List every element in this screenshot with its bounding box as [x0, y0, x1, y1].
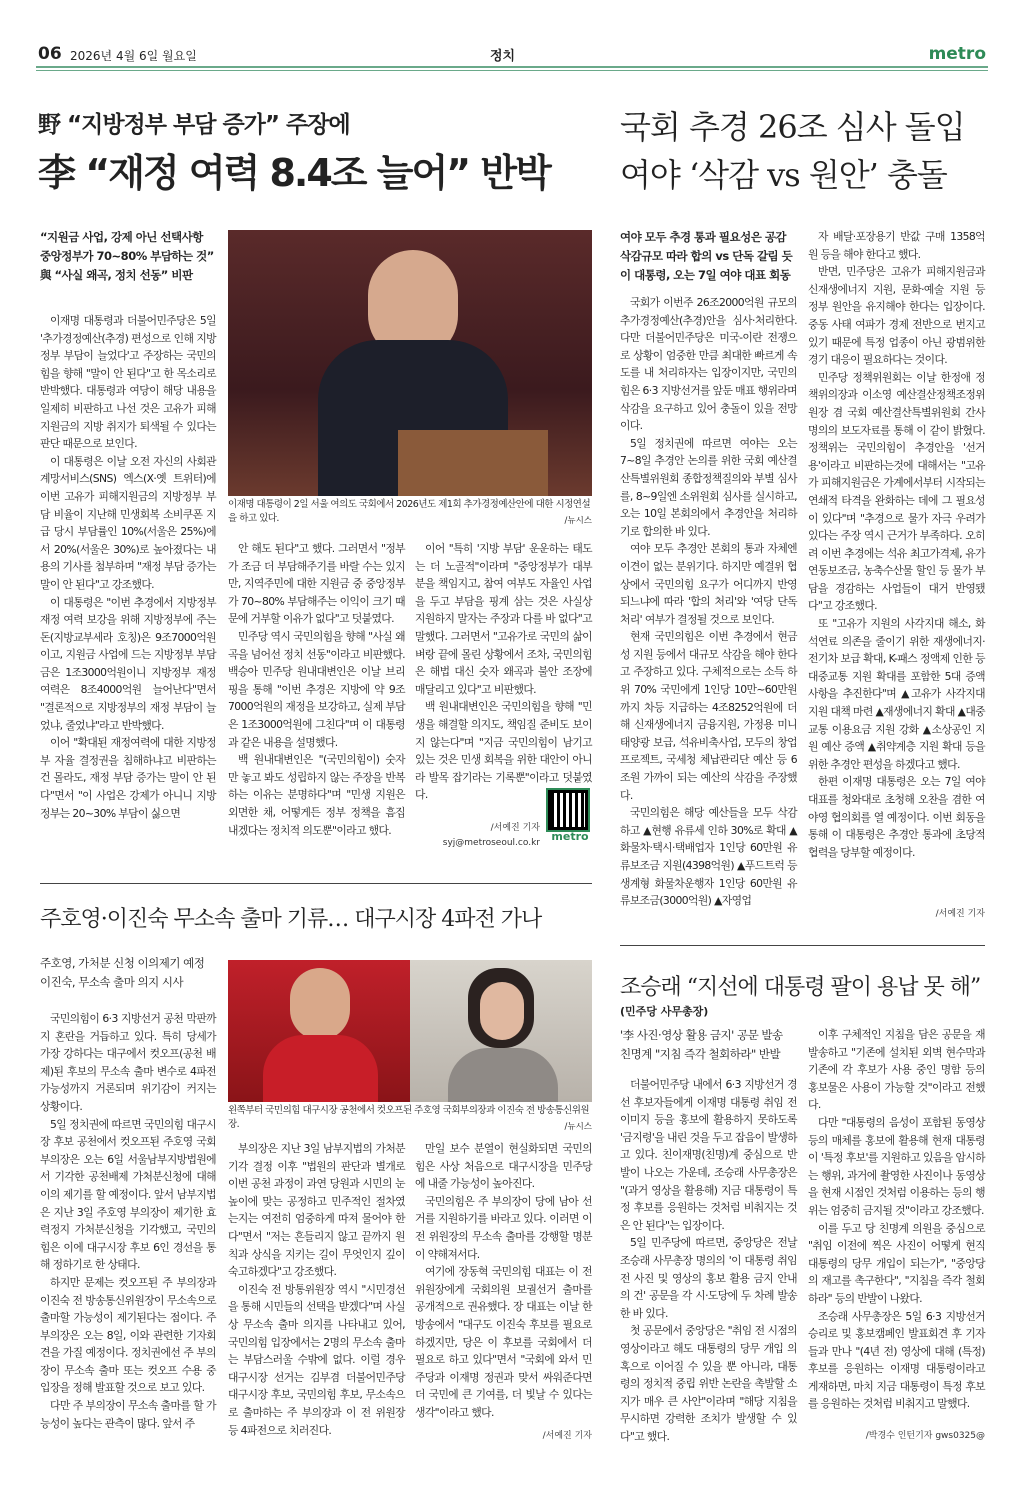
a2-col1 — [620, 294, 797, 910]
divider — [620, 945, 985, 946]
a2-headline-line2: 여야 ‘삭감 vs 원안’ 충돌 — [620, 156, 947, 194]
paragraph: 이 대통령은 "이번 추경에서 지방정부 재정 여력 보강을 위해 지방정부에 주는 돈(지방교부세라 호칭)은 9조7000억원이고, 지원금 사업에 드는 지방정부 부담금은 1조3000억원이니 지방정부 재정여력은 8조4000억원 늘어난다"면서 "결론적으로 지방정부의 재정 부담이 늘었냐, 줄었냐"라고 반박했다. — [40, 595, 216, 732]
a2-col2 — [808, 228, 985, 861]
paragraph: 이어 "확대된 재정여력에 대한 지방정부 자율 결정권을 침해하냐고 비판하는 건 몰라도, 재정 부담 증가는 말이 안 된다"면서 "이 사업은 강제가 아니니 지방정부는 20~30% 부담이 싫으면 — [40, 736, 216, 820]
paragraph: 만일 보수 분열이 현실화되면 국민의힘은 사상 처음으로 대구시장을 민주당에 내줄 가능성이 높아진다. — [415, 1142, 592, 1191]
a1-byline: /서예진 기자 — [490, 823, 540, 833]
paragraph: 부의장은 지난 3일 남부지법의 가처분기각 결정 이후 "법원의 판단과 별개로 이번 공천 과정이 과연 당원과 시민의 눈높이에 맞는 공정하고 민주적인 절차였는지는 여전히 엄중하게 따져 물어야 한다"면서 "저는 흔들리지 않고 끝까지 원칙과 상식을 지키는 길이 무엇인지 깊이 숙고하겠다"고 강조했다. — [228, 1142, 405, 1279]
paragraph: 이후 구체적인 지침을 담은 공문을 재발송하고 "기존에 설치된 외벽 현수막과 기존에 각 후보가 사용 중인 명함 등의 홍보물은 사용이 가능할 것"이라고 전했다. — [808, 1028, 985, 1112]
divider — [40, 883, 592, 884]
deck-line: 여야 모두 추경 통과 필요성은 공감 — [620, 230, 787, 244]
a1-photo-credit: /뉴시스 — [564, 516, 592, 526]
a4-byline: /박경수 인턴기자 gws0325@ — [865, 1431, 985, 1441]
a3-photo — [228, 960, 592, 1102]
face-shape — [480, 982, 524, 1040]
paragraph: 여야 모두 추경안 본회의 통과 자체엔 이견이 없는 분위기다. 하지만 예결위 협상에서 국민의힘 요구가 어디까지 반영되느냐에 따라 '합의 처리'와 '여당 단독 처리' 여부가 결정될 것으로 보인다. — [620, 542, 797, 626]
a3-headline: 주호영·이진숙 무소속 출마 기류… 대구시장 4파전 가나 — [40, 907, 542, 932]
paragraph: 민주당 정책위원회는 이날 한정애 정책위의장과 이소영 예산결산정책조정위원장 겸 국회 예산결산특별위원회 간사 명의의 보도자료를 통해 이 같이 밝혔다. 정책위는 국민의힘이 추경안을 '선거용'이라고 비판하는것에 대해서는 "고유가 피해지원금은 가계에서부터 시작되는 연쇄적 타격을 완화하는 데에 그 필요성이 있다"며 "추경으로 물가 자극 우려가 있다는 주장 역시 근거가 부족하다. 오히려 이번 추경에는 석유 최고가격제, 유가연동보조금, 농축수산물 할인 등 물가 부담을 경감하는 사업들이 대거 반영됐다"고 강조했다. — [808, 370, 985, 613]
a3-caption: 왼쪽부터 국민의힘 대구시장 공천에서 컷오프된 주호영 국회부의장과 이진숙 전 방송통신위원장. — [228, 1105, 590, 1130]
deck-line: 與 “사실 왜곡, 정치 선동” 비판 — [40, 268, 193, 282]
jacket-shape — [263, 1035, 378, 1102]
deck-line: '李 사진·영상 활용 금지' 공문 발송 — [620, 1028, 783, 1042]
paragraph: 5일 민주당에 따르면, 중앙당은 전날 조승래 사무총장 명의의 '이 대통령 취임 전 사진 및 영상의 홍보 활용 금지 안내의 건' 공문을 각 시·도당에 두 차례 발송한 바 있다. — [620, 1236, 797, 1320]
a3-decks — [40, 954, 216, 992]
paragraph: 민주당 역시 국민의힘을 향해 "사실 왜곡을 넘어선 정치 선동"이라고 비판했다. 백승아 민주당 원내대변인은 이날 브리핑을 통해 "이번 추경은 지방에 약 9조7000억원의 재정을 보강하고, 실제 부담은 1조3000억원에 그친다"며 이 대통령과 같은 내용을 설명했다. — [228, 629, 405, 749]
deck-line: 친명계 "지침 즉각 철회하라" 반발 — [620, 1047, 781, 1061]
a4-col2 — [808, 1026, 985, 1413]
paragraph: 더불어민주당 내에서 6·3 지방선거 경선 후보자들에게 이재명 대통령 취임 전 이미지 등을 홍보에 활용하지 못하도록 '금지령'을 내린 것을 두고 잡음이 발생하고 있다. 친이재명(친명)계 중심으로 반발이 나오는 가운데, 조승래 사무총장은 "(과거 영상을 활용해) 지금 대통령이 특정 후보를 응원하는 것처럼 비춰지는 것은 안 된다"는 입장이다. — [620, 1078, 797, 1232]
paragraph: 첫 공문에서 중앙당은 "취임 전 시점의 영상이라고 해도 대통령의 당무 개입 의혹으로 이어질 수 있을 뿐 아니라, 대통령의 정치적 중립 위반 논란을 촉발할 소지가 매우 큰 사안"이라며 "해당 지침을 무시하면 강력한 조치가 발생할 수 있다"고 했다. — [620, 1324, 797, 1443]
paragraph: 조승래 사무총장은 5일 6·3 지방선거 승리로 및 홍보캠페인 발표회견 후 기자들과 만나 "(4년 전) 영상에 대해 (특정) 후보를 응원하는 이재명 대통령이라고 게재하면, 마치 지금 대통령이 특정 후보를 응원하는 것처럼 비춰지고 말했다. — [808, 1309, 985, 1411]
a4-col1 — [620, 1076, 797, 1445]
paragraph: 국회가 이번주 26조2000억원 규모의 추가경정예산(추경)안을 심사·처리한다. 다만 더불어민주당은 미국-이란 전쟁으로 상황이 엄중한 만큼 최대한 빠르게 속도를 내 처리하자는 입장이지만, 국민의힘은 6·3 지방선거를 앞둔 매표 행위라며 삭감을 요구하고 있어 충돌이 있을 전망이다. — [620, 296, 797, 433]
paragraph: 다만 "대통령의 음성이 포함된 동영상 등의 매체를 홍보에 활용해 현재 대통령이 '특정 후보'를 지원하고 있음을 암시하는 행위, 과거에 촬영한 사진이나 동영상을 현재 시점인 것처럼 이용하는 등의 행위는 엄중히 금지될 것"이라고 강조했다. — [808, 1115, 985, 1217]
paragraph: 자 배달·포장용기 반값 구매 1358억원 등을 해야 한다고 했다. — [808, 230, 985, 261]
paragraph: 이재명 대통령과 더불어민주당은 5일 '추가경정예산(추경) 편성으로 인해 지방 정부 부담이 늘었다'고 주장하는 국민의힘을 향해 "말이 안 된다"고 한 목소리로 반박했다. 대통령과 여당이 해당 내용을 일제히 비판하고 나선 것은 고유가 피해지원금의 지방 취지가 퇴색될 수 있다는 판단 때문으로 보인다. — [40, 314, 216, 451]
a2-byline: /서예진 기자 — [935, 909, 985, 919]
a3-byline: /서예진 기자 — [542, 1431, 592, 1441]
paragraph: 이어 "특히 '지방 부담' 운운하는 태도는 더 노골적"이라며 "중앙정부가 대부분을 책임지고, 참여 여부도 자율인 사업을 두고 부담을 핑계 삼는 것은 사실상 지원하지 말자는 주장과 다를 바 없다"고 말했다. 그러면서 "고유가로 국민의 삶이 벼랑 끝에 몰린 상황에서 조차, 국민의힘은 해법 대신 숫자 왜곡과 불안 조장에 매달리고 있다"고 비판했다. — [415, 542, 592, 696]
header-rule — [36, 66, 988, 68]
deck-line: 이 대통령, 오는 7일 여야 대표 회동 — [620, 268, 791, 282]
a1-photo — [228, 230, 592, 496]
a1-decks — [40, 228, 216, 285]
deck-line: 삭감규모 따라 합의 vs 단독 갈림 듯 — [620, 249, 793, 263]
paragraph: 여기에 장동혁 국민의힘 대표는 이 전 위원장에게 국회의원 보궐선거 출마를 공개적으로 권유했다. 장 대표는 이날 한 방송에서 "대구도 이진숙 후보를 필요로 하겠지만, 당은 이 후보를 국회에서 더 필요로 하고 있다"면서 "국회에 와서 민주당과 이재명 정권과 맞서 싸워준다면 더 국민에 큰 기여를, 더 빛날 수 있다는 생각"이라고 했다. — [415, 1265, 592, 1419]
section-title: 정치 — [490, 49, 516, 64]
paragraph: 국민의힘은 해당 예산들을 모두 삭감하고 ▲현행 유류세 인하 30%로 확대 ▲화물차·택시·택배업자 1인당 60만원 유류보조금 지원(4398억원) ▲푸드트럭 등 생계형 화물차운행자 1인당 60만원 유류보조금(3000억원) ▲자영업 — [620, 806, 797, 908]
a3-col1 — [40, 1010, 216, 1432]
a4-subtitle: (민주당 사무총장) — [620, 1005, 709, 1018]
issue-date: 2026년 4월 6일 월요일 — [70, 49, 197, 63]
deck-line: “지원금 사업, 강제 아닌 선택사항 — [40, 230, 203, 244]
deck-line: 주호영, 가처분 신청 이의제기 예정 — [40, 956, 205, 970]
a1-email: syj@metroseoul.co.kr — [442, 838, 540, 848]
paragraph: 5일 정치권에 따르면 국민의힘 대구시장 후보 공천에서 컷오프된 주호영 국회부의장은 오는 6일 서울남부지방법원에서 기각한 공천배제 가처분신청에 대해 이의 제기를 할 예정이다. 앞서 남부지법은 지난 3일 주호영 부의장이 제기한 효력정지 가처분신청을 기각했고, 국민의힘은 이에 대구시장 후보 6인 경선을 통해 정하기로 한 상태다. — [40, 1117, 216, 1272]
paragraph: 또 "고유가 지원의 사각지대 해소, 화석연료 의존을 줄이기 위한 재생에너지·전기차 보급 확대, K-패스 정액제 인한 등 대중교통 지원 확대를 포함한 5대 증액사항을 추진한다"며 ▲고유가 사각지대 지원 대책 마련 ▲재생에너지 확대 ▲대중교통 이용요금 지원 강화 ▲소상공인 지원 예산 증액 ▲취약계층 지원 확대 등을 위한 추경안 편성을 하겠다고 했다. — [808, 617, 986, 771]
paragraph: 이를 두고 당 친명계 의원을 중심으로 "취임 이전에 찍은 사진이 어떻게 현직 대통령의 당무 개입이 되는가", "중앙당의 재고를 촉구한다", "지침을 즉각 철회하라" 등의 반발이 나왔다. — [808, 1221, 985, 1305]
face-shape — [290, 968, 350, 1040]
paragraph: 다만 주 부의장이 무소속 출마를 할 가능성이 높다는 관측이 많다. 앞서 주 — [40, 1399, 216, 1430]
a1-caption: 이재명 대통령이 2일 서울 여의도 국회에서 2026년도 제1회 추가경정예산안에 대한 시정연설을 하고 있다. — [228, 499, 591, 524]
paragraph: 반면, 민주당은 고유가 피해지원금과 신재생에너지 지원, 문화·예술 지원 등 정부 원안을 유지해야 한다는 입장이다. 중동 사태 여파가 경제 전반으로 번지고 있기 때문에 특정 업종이 아닌 광범위한 경기 대응이 필요하다는 것이다. — [808, 265, 985, 367]
paragraph: 국민의힘은 주 부의장이 당에 남아 선거를 지원하기를 바라고 있다. 이러면 이 전 위원장의 무소속 출마를 강행할 명분이 약해져서다. — [415, 1194, 592, 1261]
a3-col3 — [415, 1140, 592, 1422]
paragraph: 이진숙 전 방통위원장 역시 "시민경선을 통해 시민들의 선택을 받겠다"며 사실상 무소속 출마 의지를 나타내고 있어, 국민의힘 입장에서는 2명의 무소속 출마는 부담스러울 수밖에 없다. 이럴 경우 대구시장 선거는 김부겸 더불어민주당 대구시장 후보, 국민의힘 후보, 무소속으로 출마하는 주 부의장과 이 전 위원장 등 4파전으로 치러진다. — [228, 1282, 405, 1437]
paragraph: 하지만 문제는 컷오프된 주 부의장과 이진숙 전 방송통신위원장이 무소속으로 출마할 가능성이 제기된다는 점이다. 주 부의장은 오는 8일, 이와 관련한 기자회견을 가질 예정이다. 정치권에선 주 부의장이 무소속 출마 또는 컷오프 수용 중 입장을 정해 발표할 것으로 보고 있다. — [40, 1275, 216, 1395]
qr-logo: metro — [551, 830, 589, 843]
coat-shape — [448, 1048, 558, 1102]
a3-photo-credit: /뉴시스 — [564, 1122, 592, 1132]
a2-headline-line1: 국회 추경 26조 심사 돌입 — [620, 108, 965, 146]
deck-line: 이진숙, 무소속 출마 의지 시사 — [40, 975, 184, 989]
a4-headline: 조승래 “지선에 대통령 팔이 용납 못 해” — [620, 975, 981, 1000]
deck-line: 중앙정부가 70~80% 부담하는 것” — [40, 249, 214, 263]
podium-shape — [398, 430, 548, 496]
a1-headline: 李 “재정 여력 8.4조 늘어” 반박 — [38, 151, 550, 195]
paragraph: 현재 국민의힘은 이번 추경에서 현금성 지원 등에서 대규모 삭감을 해야 한다고 주장하고 있다. 구체적으로는 소득 하위 70% 국민에게 1인당 10만~60만원까지 차등 지급하는 4조8252억원에 더해 신재생에너지 금융지원, 가정용 미니태양광 보급, 석유비축사업, 모두의 창업 프로젝트, 국세청 체납관리단 예산 등 6조원 가까이 되는 예산의 삭감을 주장했다. — [620, 630, 797, 802]
paragraph: 한편 이재명 대통령은 오는 7일 여야 대표를 청와대로 초청해 오찬을 겸한 여야영 협의회를 열 예정이다. 이번 회동을 통해 이 대통령은 추경안 통과에 초당적 협력을 당부할 예정이다. — [808, 775, 985, 859]
a1-col2 — [228, 540, 405, 839]
paragraph: 백 원내대변인은 국민의힘을 향해 "민생을 해결할 의지도, 책임질 준비도 보이지 않는다"며 "지금 국민의힘이 남기고 있는 것은 민생 회복을 위한 대안이 아니라 발목 잡기라는 기록뿐"이라고 덧붙였다. — [415, 700, 592, 802]
a1-col1 — [40, 312, 216, 822]
page-number: 06 — [38, 44, 62, 64]
paragraph: 5일 정치권에 따르면 여야는 오는 7~8일 추경안 논의를 위한 국회 예산결산특별위원회 종합정책질의와 부별 심사를, 8~9일엔 소위원회 심사를 실시하고, 오는 10일 본회의에서 추경안을 처리하기로 합의한 바 있다. — [620, 436, 797, 538]
paragraph: 안 해도 된다"고 했다. 그러면서 "정부가 조금 더 부담해주기를 바랄 수는 있지만, 지역주민에 대한 지원금 중 중앙정부가 70~80% 부담해주는 이익이 크기 때문에 거부할 이유가 없다"고 덧붙였다. — [228, 542, 405, 626]
a4-decks — [620, 1026, 797, 1064]
qr-code-icon[interactable] — [548, 790, 588, 830]
a1-kicker: 野 “지방정부 부담 증가” 주장에 — [38, 112, 350, 138]
logo-text: metro — [928, 44, 986, 64]
header-rule — [36, 70, 988, 71]
metro-logo — [929, 44, 986, 64]
a3-col2 — [228, 1140, 405, 1439]
a2-decks — [620, 228, 797, 285]
paragraph: 국민의힘이 6·3 지방선거 공천 막판까지 혼란을 거듭하고 있다. 특히 당세가 가장 강하다는 대구에서 컷오프(공천 배제)된 후보의 무소속 출마 변수로 4파전 가능성까지 거론되며 위기감이 커지는 상황이다. — [40, 1012, 216, 1113]
qr-block[interactable] — [548, 790, 592, 843]
a1-col3 — [415, 540, 592, 804]
paragraph: 이 대통령은 이날 오전 자신의 사회관계망서비스(SNS) 엑스(X·옛 트위터)에 이번 고유가 피해지원금의 지방정부 부담 비율이 지난해 민생회복 소비쿠폰 지급 당시 부담률인 10%(서울은 25%)에서 20%(서울은 30%)로 높아졌다는 내용의 기사를 첨부하며 "재정 부담 증가는 말이 안 된다"고 강조했다. — [40, 454, 216, 591]
paragraph: 백 원내대변인은 "(국민의힘이) 숫자만 놓고 봐도 성립하지 않는 주장을 반복하는 이유는 분명하다"며 "민생 지원은 외면한 채, 어떻게든 정부 정책을 흠집 내겠다는 정치적 의도뿐"이라고 했다. — [228, 753, 405, 837]
